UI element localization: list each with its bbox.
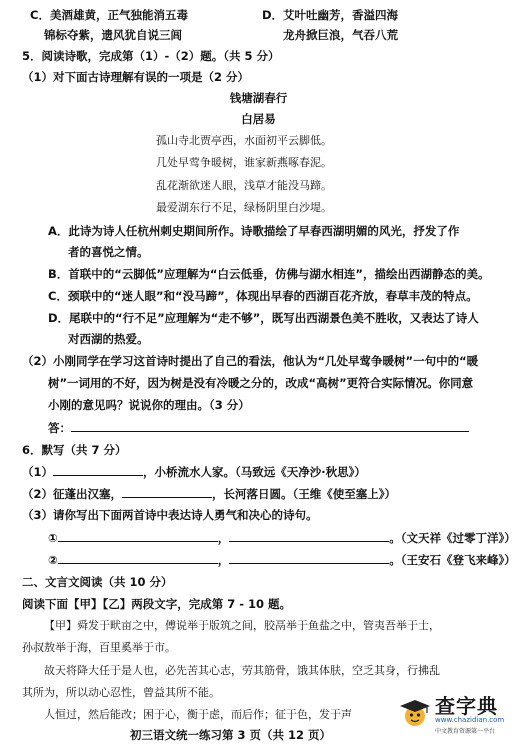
poem-author: 白居易 bbox=[241, 112, 276, 126]
q6-l2-suffix: 长河落日圆。（王维《使至塞上》） bbox=[223, 487, 397, 501]
q6-line-3b bbox=[48, 551, 516, 568]
q6-blank-3a-1[interactable] bbox=[58, 529, 218, 542]
q6-blank-1[interactable] bbox=[53, 463, 143, 476]
answer-blank[interactable] bbox=[71, 419, 469, 432]
q6-line-3a bbox=[48, 529, 516, 546]
q6-blank-3b-2[interactable] bbox=[229, 551, 389, 564]
q6-line-2 bbox=[22, 485, 396, 502]
q6-heading: 6．默写（共 7 分） bbox=[22, 443, 127, 457]
chazidian-logo bbox=[395, 688, 513, 740]
option-d: D．尾联中的“行不足”应理解为“走不够”，既写出西湖景色美不胜收，又表达了诗人 bbox=[48, 311, 479, 325]
passage-line-5: 人恒过，然后能改；困于心，衡于虑，而后作；征于色，发于声 bbox=[44, 708, 352, 721]
option-d-cont: 对西湖的热爱。 bbox=[68, 332, 149, 346]
poem-line-3: 乱花渐欲迷人眼，浅草才能没马蹄。 bbox=[156, 179, 332, 192]
poem-title: 钱塘湖春行 bbox=[229, 91, 288, 105]
logo-name: 查字典 bbox=[435, 694, 498, 718]
q6-line-3: （3）请你写出下面两首诗中表达诗人勇气和决心的诗句。 bbox=[22, 508, 318, 522]
option-d-top-2: 龙舟掀巨浪，气吞八荒 bbox=[283, 28, 398, 42]
poem-line-1: 孤山寺北贾亭西，水面初平云脚低。 bbox=[156, 134, 332, 147]
q5-sub2-line2: 树”一词用的不好，因为树是没有冷暖之分的，改成“高树”更符合实际情况。你同意 bbox=[48, 376, 474, 390]
answer-label: 答： bbox=[48, 421, 71, 435]
q6-blank-3b-1[interactable] bbox=[58, 551, 218, 564]
q6-l2-prefix: （2）征蓬出汉塞， bbox=[22, 487, 123, 501]
poem-line-4: 最爱湖东行不足，绿杨阴里白沙堤。 bbox=[156, 201, 332, 214]
section2-intro: 阅读下面【甲】【乙】两段文字，完成第 7 - 10 题。 bbox=[22, 597, 292, 611]
q6-blank-3a-2[interactable] bbox=[229, 529, 389, 542]
q5-sub2-line1: （2）小刚同学在学习这首诗时提出了自己的看法，他认为“几处早莺争暖树”一句中的“暖 bbox=[22, 354, 479, 368]
option-c: C．颈联中的“迷人眼”和“没马蹄”，体现出早春的西湖百花齐放，春草丰茂的特点。 bbox=[48, 289, 478, 303]
option-b: B．首联中的“云脚低”应理解为“白云低垂，仿佛与湖水相连”，描绘出西湖静态的美。 bbox=[48, 267, 490, 281]
q6-l1-suffix: ，小桥流水人家。（马致远《天净沙·秋思》） bbox=[143, 465, 366, 479]
q5-heading: 5．阅读诗歌，完成第（1）-（2）题。（共 5 分） bbox=[22, 49, 280, 63]
q5-sub1: （1）对下面古诗理解有误的一项是（2 分） bbox=[22, 70, 250, 84]
answer-line[interactable] bbox=[48, 419, 469, 436]
poem-line-2: 几处早莺争暖树，谁家新燕啄春泥。 bbox=[156, 156, 332, 169]
q6-line-1 bbox=[22, 463, 366, 480]
logo-tagline: 中文教育资源第一平台 bbox=[435, 728, 496, 735]
q6-l3a-mid: ， bbox=[217, 531, 230, 545]
passage-line-2: 孙叔敖举于海，百里奚举于市。 bbox=[22, 641, 176, 654]
page-footer: 初三语文统一练习第 3 页（共 12 页） bbox=[130, 728, 332, 742]
graduation-cap-icon bbox=[398, 696, 432, 730]
q6-l3b-suffix: 。（王安石《登飞来峰》） bbox=[389, 553, 516, 567]
q6-l1-prefix: （1） bbox=[22, 465, 54, 479]
q6-l3a-suffix: 。（文天祥《过零丁洋》） bbox=[389, 531, 516, 545]
q6-l3a-prefix: ① bbox=[48, 531, 58, 545]
q6-l2-mid: ， bbox=[212, 487, 224, 501]
logo-url: www.chazidian.com bbox=[435, 716, 505, 724]
passage-line-1: 【甲】舜发于畎亩之中，傅说举于版筑之间，胶鬲举于鱼盐之中，管夷吾举于士， bbox=[44, 619, 440, 632]
passage-line-4: 其所为，所以动心忍性，曾益其所不能。 bbox=[22, 686, 220, 699]
q5-sub2-line3: 小刚的意见吗？说说你的理由。（3 分） bbox=[48, 398, 250, 412]
option-c-top: C．美酒雄黄，正气独能消五毒 bbox=[30, 8, 188, 22]
option-c-top-2: 锦标夺紫，遗风犹自说三闾 bbox=[44, 28, 182, 42]
option-a-cont: 者的喜悦之情。 bbox=[68, 245, 149, 259]
q6-l3b-mid: ， bbox=[217, 553, 230, 567]
passage-line-3: 故天将降大任于是人也，必先苦其心志，劳其筋骨，饿其体肤，空乏其身，行拂乱 bbox=[44, 664, 440, 677]
q6-l3b-prefix: ② bbox=[48, 553, 58, 567]
q6-blank-2[interactable] bbox=[122, 485, 212, 498]
section2-heading: 二、文言文阅读（共 10 分） bbox=[22, 575, 173, 589]
option-d-top: D．艾叶吐幽芳，香溢四海 bbox=[262, 8, 399, 22]
option-a: A．此诗为诗人任杭州刺史期间所作。诗歌描绘了早春西湖明媚的风光，抒发了作 bbox=[48, 224, 460, 238]
